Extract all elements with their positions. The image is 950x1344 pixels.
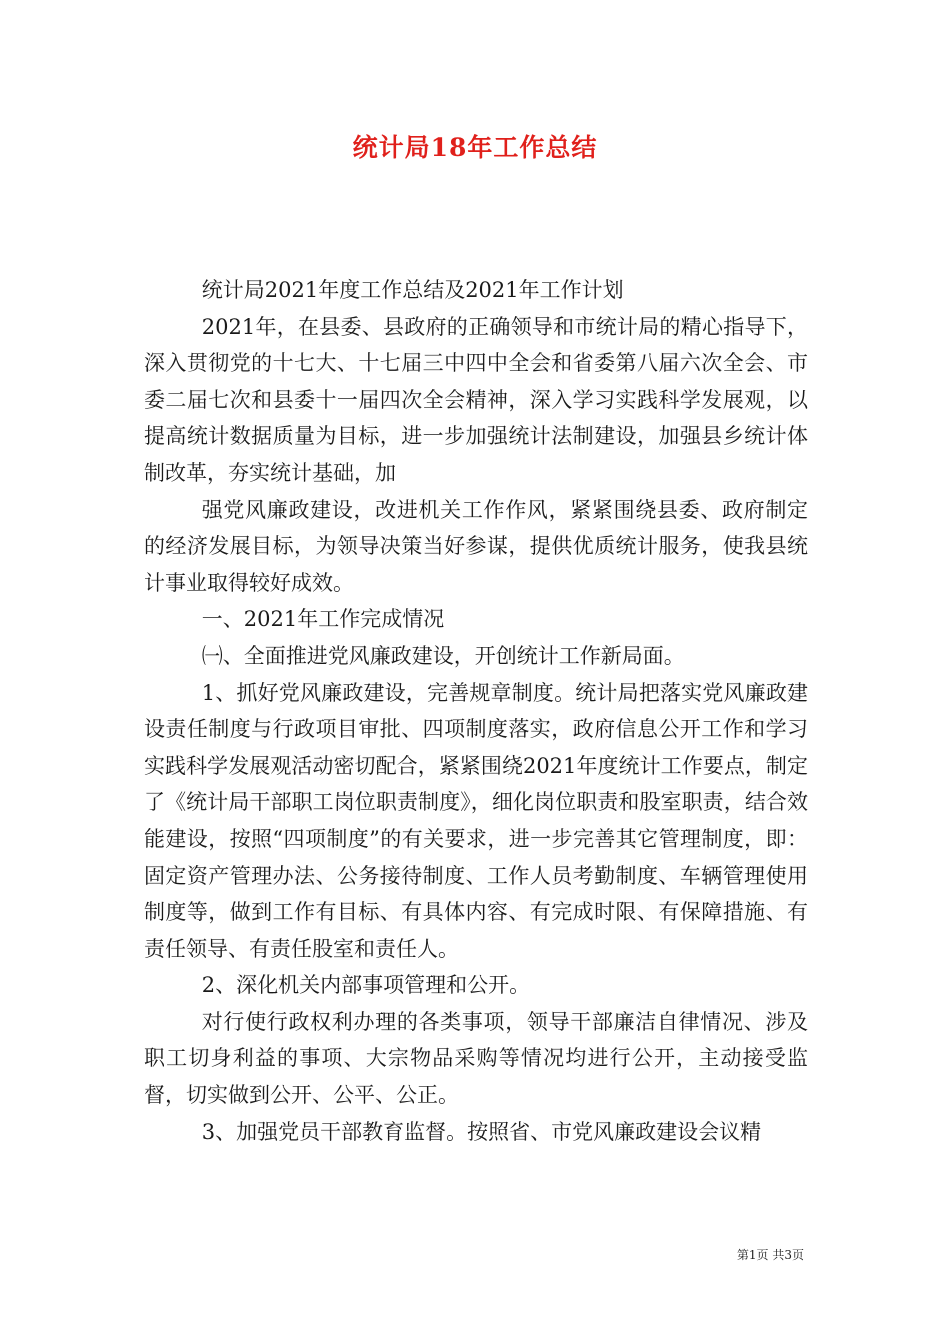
paragraph-intro: 2021年，在县委、县政府的正确领导和市统计局的精心指导下，深入贯彻党的十七大、十七届三中四中全会和省委第八届六次全会、市委二届七次和县委十一届四次全会精神，深入学习实践科学发展观，以提高统计数据质量为目标，进一步加强统计法制建设，加强县乡统计体制改革，夯实统计基础，加 <box>144 314 808 485</box>
subsection-heading: ㈠、全面推进党风廉政建设，开创统计工作新局面。 <box>201 643 685 668</box>
page-number: 第1页 共3页 <box>736 1248 804 1262</box>
document-body <box>144 272 808 1150</box>
paragraph-item-3: 3、加强党员干部教育监督。按照省、市党风廉政建设会议精 <box>201 1119 762 1144</box>
section-heading: 一、2021年工作完成情况 <box>201 607 445 632</box>
paragraph-item-2-detail: 对行使行政权利办理的各类事项，领导干部廉洁自律情况、涉及职工切身利益的事项、大宗物品采购等情况均进行公开，主动接受监督，切实做到公开、公平、公正。 <box>144 1009 808 1108</box>
document-title: 统计局18年工作总结 <box>352 133 598 162</box>
paragraph-intro-continued: 强党风廉政建设，改进机关工作作风，紧紧围绕县委、政府制定的经济发展目标，为领导决策当好参谋，提供优质统计服务，使我县统计事业取得较好成效。 <box>144 497 808 595</box>
paragraph-item-2: 2、深化机关内部事项管理和公开。 <box>201 973 531 998</box>
paragraph-subtitle: 统计局2021年度工作总结及2021年工作计划 <box>201 278 624 302</box>
paragraph-item-1: 1、抓好党风廉政建设，完善规章制度。统计局把落实党风廉政建设责任制度与行政项目审批、四项制度落实，政府信息公开工作和学习实践科学发展观活动密切配合，紧紧围绕2021年度统计工作要点，制定了《统计局干部职工岗位职责制度》，细化岗位职责和股室职责，结合效能建设，按照“四项制度”的有关要求，进一步完善其它管理制度，即：固定资产管理办法、公务接待制度、工作人员考勤制度、车辆管理使用制度等，做到工作有目标、有具体内容、有完成时限、有保障措施、有责任领导、有责任股室和责任人。 <box>144 680 808 961</box>
